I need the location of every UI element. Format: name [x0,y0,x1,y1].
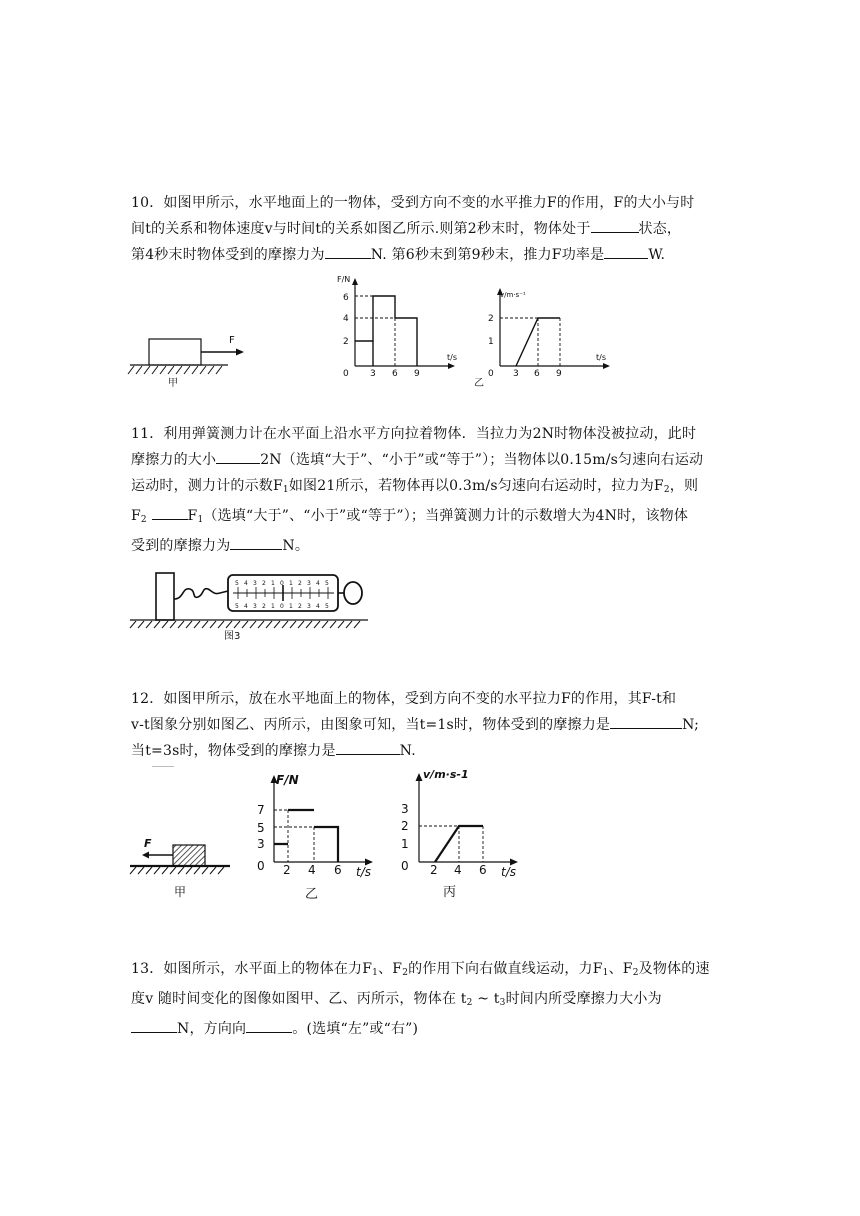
force-series [274,810,338,862]
figure-caption: 甲 [168,378,178,389]
x-tick-2: 2 [283,863,291,877]
svg-text:3: 3 [307,603,311,610]
y-tick-3: 3 [401,802,409,816]
y-tick-6: 6 [343,293,349,303]
x-tick-3: 3 [513,369,519,379]
q13-line-3: N，方向向 。(选填“左”或“右”) [131,1016,731,1042]
q10-blank-state[interactable] [591,216,639,233]
q10-line-3: 第4秒末时物体受到的摩擦力为 N. 第6秒末到第9秒末，推力F功率是 W. [131,242,731,268]
divider [152,766,174,767]
svg-text:2: 2 [262,603,266,610]
force-series [355,296,417,366]
block [173,845,205,866]
x-tick-9: 9 [556,369,562,379]
svg-text:2: 2 [262,580,266,587]
force-label: F [229,335,235,346]
q11-blank-3[interactable] [230,533,282,550]
q13-line-2: 度v 随时间变化的图像如图甲、乙、丙所示，物体在 $t_2$ ~ $t_3$时间内所受摩擦力大小为 [131,991,662,1008]
figure-caption: 乙 [305,887,319,902]
figure-caption: 乙 [474,378,484,389]
x-arrow-icon [603,363,610,369]
q10-line-1: 10．如图甲所示，水平地面上的一物体，受到方向不变的水平推力F的作用，F的大小与时 [131,195,695,211]
x-arrow-icon [448,363,455,369]
block [156,573,174,620]
x-tick-0: 0 [257,859,265,873]
x-tick-0: 0 [343,369,349,379]
svg-text:1: 1 [289,580,293,587]
svg-text:4: 4 [244,580,248,587]
ground-hatch [128,366,222,374]
q12-figure-v-t [395,764,525,900]
q10-figure-v-t [470,280,620,390]
y-tick-7: 7 [257,803,265,817]
arrow-head-icon [142,852,149,859]
q11-blank-2[interactable] [152,503,188,520]
svg-text:0: 0 [280,580,284,587]
force-label: F [144,837,152,850]
x-tick-0: 0 [401,859,409,873]
x-tick-6: 6 [534,369,540,379]
ground-hatch [130,621,360,628]
svg-text:5: 5 [325,603,329,610]
x-axis-label: t/s [447,353,457,362]
q12-line-2: v-t图象分别如图乙、丙所示，由图象可知，当t=1s时，物体受到的摩擦力是 N; [131,712,731,738]
y-tick-2: 2 [343,337,349,347]
x-tick-3: 3 [370,369,376,379]
y-tick-3: 3 [257,837,265,851]
block [149,339,201,365]
q11-line-2: 摩擦力的大小 2N（选填“大于”、“小于”或“等于”）；当物体以0.15m/s匀速向右运动 [131,447,731,473]
question-13 [131,956,731,1042]
q12-figure-jia [128,836,238,898]
question-10 [131,190,731,268]
x-tick-0: 0 [488,369,494,379]
q13-blank-2[interactable] [246,1016,292,1033]
svg-text:1: 1 [289,603,293,610]
y-tick-5: 5 [257,821,265,835]
q12-blank-2[interactable] [336,738,400,755]
q11-line-1: 11．利用弹簧测力计在水平面上沿水平方向拉着物体．当拉力为2N时物体没被拉动，此时 [131,426,697,442]
x-tick-6: 6 [479,863,487,877]
figure-caption: 甲 [174,885,187,899]
y-tick-2: 2 [401,819,409,833]
y-axis-label: v/m·s-1 [423,768,469,781]
svg-text:2: 2 [298,580,302,587]
x-axis-label: t/s [356,865,371,879]
y-tick-2: 2 [488,314,494,324]
x-tick-2: 2 [430,863,438,877]
q12-blank-1[interactable] [610,712,682,729]
question-12 [131,686,731,764]
svg-text:5: 5 [235,580,239,587]
question-11 [131,421,731,559]
q10-line-2: 间t的关系和物体速度v与时间t的关系如图乙所示.则第2秒末时，物体处于 状态， [131,216,731,242]
q11-line-3: 运动时，测力计的示数$F_1$如图21所示，若物体再以0.3m/s匀速向右运动时，拉力为$F_2$，则 [131,478,699,495]
q11-line-4: $F_2$ $F_1$（选填“大于”、“小于”或“等于”）；当弹簧测力计的示数增大为4N时，该物体 [131,503,731,533]
x-axis-label: t/s [501,865,516,879]
y-arrow-icon [352,278,358,285]
svg-text:3: 3 [307,580,311,587]
y-axis-label: F/N [337,275,351,284]
ground-hatch [130,867,224,874]
y-tick-4: 4 [343,314,349,324]
arrow-head-icon [236,349,244,356]
q12-line-1: 12．如图甲所示，放在水平地面上的物体，受到方向不变的水平拉力F的作用，其F-t和 [131,691,677,707]
y-axis-label: v/m·s⁻¹ [500,291,526,299]
svg-text:5: 5 [235,603,239,610]
q12-line-3: 当t=3s时，物体受到的摩擦力是 N. [131,738,731,764]
q13-blank-1[interactable] [131,1016,177,1033]
y-axis-label: F/N [276,773,299,787]
q11-figure-spring-scale [128,565,378,645]
y-tick-1: 1 [401,837,409,851]
q10-figure-jia [128,328,248,388]
svg-text:2: 2 [298,603,302,610]
svg-text:5: 5 [325,580,329,587]
q11-blank-1[interactable] [216,447,260,464]
x-tick-6: 6 [392,369,398,379]
y-arrow-icon [416,773,423,781]
q10-blank-power[interactable] [604,242,648,259]
q12-figure-F-t [252,770,382,900]
svg-text:1: 1 [271,603,275,610]
svg-text:1: 1 [271,580,275,587]
svg-text:3: 3 [253,580,257,587]
svg-text:4: 4 [244,603,248,610]
y-tick-1: 1 [488,337,494,347]
svg-text:4: 4 [316,580,320,587]
x-tick-6: 6 [334,863,342,877]
pull-ring-icon [344,582,362,604]
figure-caption: 图3 [224,631,241,642]
x-axis-label: t/s [596,353,606,362]
svg-text:4: 4 [316,603,320,610]
q10-figure-F-t [325,272,465,382]
x-tick-4: 4 [454,863,462,877]
q10-blank-friction[interactable] [325,242,371,259]
figure-caption: 丙 [443,885,457,900]
x-tick-9: 9 [414,369,420,379]
q11-line-5: 受到的摩擦力为 N。 [131,533,731,559]
q13-line-1: 13．如图所示，水平面上的物体在力$F_1$、$F_2$的作用下向右做直线运动，力$F_1$、$F_2$及物体的速 [131,961,710,978]
svg-text:3: 3 [253,603,257,610]
x-tick-4: 4 [308,863,316,877]
svg-text:0: 0 [280,603,284,610]
hook-icon [174,589,228,599]
